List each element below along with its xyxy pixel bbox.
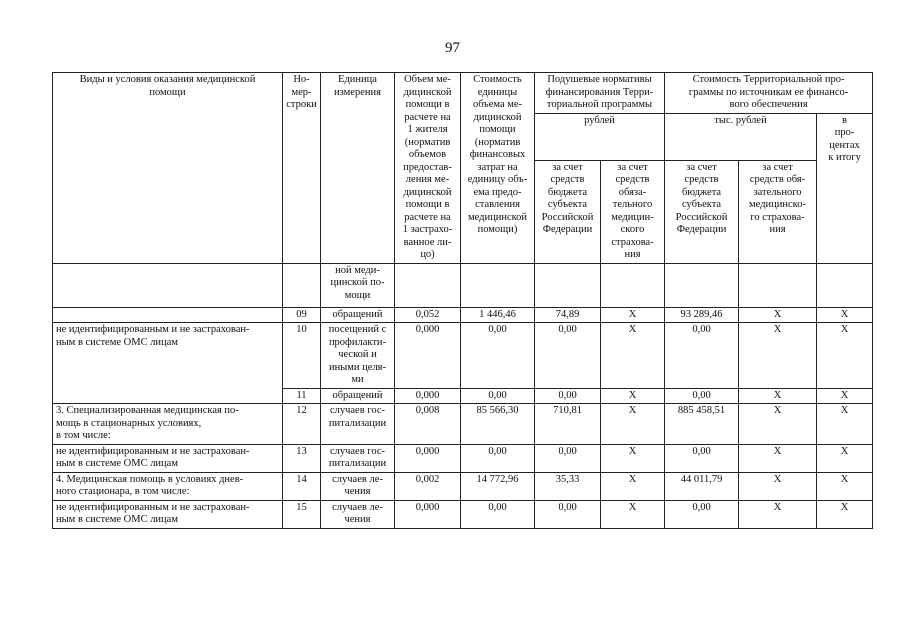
- row-pc-budget: 0,00: [535, 500, 601, 528]
- header-program-cost-group: Стоимость Территориальной про- граммы по источникам ее финансо- вого обеспечения: [665, 73, 873, 114]
- row-t-oms: X: [739, 444, 817, 472]
- row-percent: X: [817, 472, 873, 500]
- table-row: [53, 404, 873, 445]
- row-name: 3. Специализированная медицинская по- мощь в стационарных условиях, в том числе:: [53, 404, 283, 445]
- row-pc-oms: X: [601, 404, 665, 445]
- header-budget-thousand: за счет средств бюджета субъекта Российской Федерации: [665, 160, 739, 263]
- continuation-cell: [283, 263, 321, 307]
- financing-table: [52, 72, 873, 529]
- table-row: [53, 444, 873, 472]
- continuation-cell: [53, 263, 283, 307]
- continuation-cell: [665, 263, 739, 307]
- row-pc-oms: X: [601, 323, 665, 389]
- row-pc-budget: 0,00: [535, 388, 601, 404]
- row-pc-oms: X: [601, 388, 665, 404]
- row-number: 12: [283, 404, 321, 445]
- row-pc-oms: X: [601, 444, 665, 472]
- continuation-cell: [739, 263, 817, 307]
- header-row-number: Но- мер- строки: [283, 73, 321, 264]
- row-t-oms: X: [739, 472, 817, 500]
- header-percent: в про- центах к итогу: [817, 113, 873, 263]
- header-rubles: рублей: [535, 113, 665, 160]
- row-pc-budget: 0,00: [535, 444, 601, 472]
- row-t-oms: X: [739, 500, 817, 528]
- row-unit: обращений: [321, 307, 395, 323]
- page-number: 97: [445, 40, 460, 56]
- row-volume: 0,000: [395, 323, 461, 389]
- row-volume: 0,052: [395, 307, 461, 323]
- row-number: 14: [283, 472, 321, 500]
- header-oms-thousand: за счет средств обя- зательного медицинско- го страхова- ния: [739, 160, 817, 263]
- row-unit: случаев гос- питализации: [321, 404, 395, 445]
- row-pc-budget: 0,00: [535, 323, 601, 389]
- row-percent: X: [817, 500, 873, 528]
- row-percent: X: [817, 307, 873, 323]
- row-pc-budget: 710,81: [535, 404, 601, 445]
- table-row: [53, 500, 873, 528]
- header-types: Виды и условия оказания медицинской помощи: [53, 73, 283, 264]
- table-row: [53, 472, 873, 500]
- row-volume: 0,008: [395, 404, 461, 445]
- row-pc-budget: 74,89: [535, 307, 601, 323]
- continuation-unit: ной меди- цинской по- мощи: [321, 263, 395, 307]
- row-name: не идентифицированным и не застрахован- ным в системе ОМС лицам: [53, 500, 283, 528]
- header-volume: Объем ме- дицинской помощи в расчете на 1 жителя (норматив объемов предостав- ления ме- дицинской помощи в расчете на 1 застрахо- ванное ли- цо): [395, 73, 461, 264]
- row-percent: X: [817, 404, 873, 445]
- row-t-budget: 0,00: [665, 444, 739, 472]
- row-number: 10: [283, 323, 321, 389]
- continuation-cell: [817, 263, 873, 307]
- row-percent: X: [817, 444, 873, 472]
- row-number: 15: [283, 500, 321, 528]
- row-number: 09: [283, 307, 321, 323]
- row-cost: 0,00: [461, 444, 535, 472]
- row-name: не идентифицированным и не застрахован- ным в системе ОМС лицам: [53, 444, 283, 472]
- header-budget: за счет средств бюджета субъекта Российской Федерации: [535, 160, 601, 263]
- row-unit: случаев ле- чения: [321, 472, 395, 500]
- continuation-cell: [601, 263, 665, 307]
- table-row: [53, 323, 873, 389]
- header-unit: Единица измерения: [321, 73, 395, 264]
- row-t-oms: X: [739, 323, 817, 389]
- header-thousand-rubles: тыс. рублей: [665, 113, 817, 160]
- header-unit-cost: Стоимость единицы объема ме- дицинской помощи (норматив финансовых затрат на единицу объ- ема предо- ставления медицинской помощи): [461, 73, 535, 264]
- table-row: [53, 307, 873, 323]
- continuation-row: [53, 263, 873, 307]
- row-name: не идентифицированным и не застрахован- ным в системе ОМС лицам: [53, 323, 283, 404]
- row-cost: 0,00: [461, 500, 535, 528]
- row-percent: X: [817, 388, 873, 404]
- row-pc-oms: X: [601, 500, 665, 528]
- row-cost: 14 772,96: [461, 472, 535, 500]
- row-number: 13: [283, 444, 321, 472]
- header-row-1: [53, 73, 873, 114]
- row-t-budget: 93 289,46: [665, 307, 739, 323]
- row-name: 4. Медицинская помощь в условиях днев- ного стационара, в том числе:: [53, 472, 283, 500]
- row-t-budget: 0,00: [665, 500, 739, 528]
- row-pc-oms: X: [601, 472, 665, 500]
- row-cost: 0,00: [461, 323, 535, 389]
- row-cost: 85 566,30: [461, 404, 535, 445]
- continuation-cell: [395, 263, 461, 307]
- row-pc-oms: X: [601, 307, 665, 323]
- row-volume: 0,000: [395, 444, 461, 472]
- continuation-cell: [461, 263, 535, 307]
- row-t-oms: X: [739, 307, 817, 323]
- row-t-oms: X: [739, 388, 817, 404]
- row-volume: 0,000: [395, 388, 461, 404]
- row-pc-budget: 35,33: [535, 472, 601, 500]
- row-name: [53, 307, 283, 323]
- row-unit: случаев ле- чения: [321, 500, 395, 528]
- row-cost: 1 446,46: [461, 307, 535, 323]
- header-per-capita-group: Подушевые нормативы финансирования Терри- ториальной программы: [535, 73, 665, 114]
- row-number: 11: [283, 388, 321, 404]
- row-t-budget: 0,00: [665, 323, 739, 389]
- row-unit: посещений с профилакти- ческой и иными целя- ми: [321, 323, 395, 389]
- row-volume: 0,000: [395, 500, 461, 528]
- row-unit: обращений: [321, 388, 395, 404]
- continuation-cell: [535, 263, 601, 307]
- row-t-budget: 0,00: [665, 388, 739, 404]
- row-cost: 0,00: [461, 388, 535, 404]
- row-unit: случаев гос- питализации: [321, 444, 395, 472]
- row-t-budget: 885 458,51: [665, 404, 739, 445]
- row-t-oms: X: [739, 404, 817, 445]
- row-percent: X: [817, 323, 873, 389]
- row-t-budget: 44 011,79: [665, 472, 739, 500]
- row-volume: 0,002: [395, 472, 461, 500]
- header-oms: за счет средств обяза- тельного медицин- ского страхова- ния: [601, 160, 665, 263]
